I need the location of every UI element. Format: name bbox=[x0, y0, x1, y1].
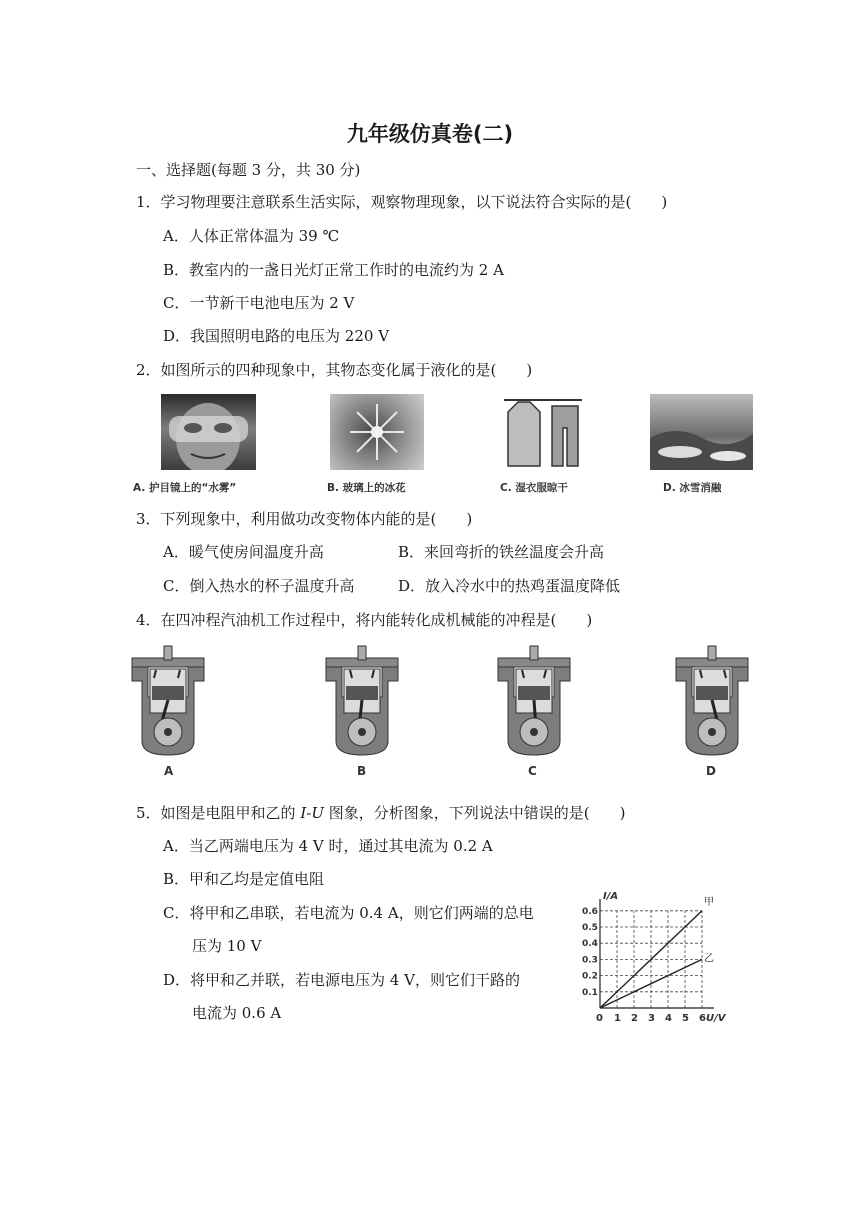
q1-stem: 1．学习物理要注意联系生活实际，观察物理现象，以下说法符合实际的是( ) bbox=[136, 193, 668, 211]
q1-option-b: B．教室内的一盏日光灯正常工作时的电流约为 2 A bbox=[163, 261, 504, 279]
q2-photo-clothes bbox=[500, 394, 585, 470]
x-tick-label: 3 bbox=[648, 1013, 655, 1024]
x-tick-label: 6 bbox=[699, 1013, 706, 1024]
q3-option-a: A．暖气使房间温度升高 bbox=[163, 543, 324, 561]
q1-option-d: D．我国照明电路的电压为 220 V bbox=[163, 327, 390, 345]
q5-stem-pre: 5．如图是电阻甲和乙的 bbox=[136, 804, 301, 822]
q2-stem: 2．如图所示的四种现象中，其物态变化属于液化的是( ) bbox=[136, 361, 533, 379]
goggles-face-image bbox=[161, 394, 256, 470]
x-tick-label: 2 bbox=[631, 1013, 638, 1024]
y-axis-label: I/A bbox=[603, 890, 619, 902]
q5-option-a: A．当乙两端电压为 4 V 时，通过其电流为 0.2 A bbox=[163, 837, 493, 855]
y-tick-label: 0.2 bbox=[582, 971, 598, 982]
q5-stem bbox=[136, 802, 625, 823]
engine-c-diagram bbox=[494, 644, 574, 758]
q5-option-c-line1: C．将甲和乙串联，若电流为 0.4 A，则它们两端的总电 bbox=[163, 904, 534, 922]
series-label-1: 甲 bbox=[704, 896, 714, 908]
q5-stem-post: 图象，分析图象，下列说法中错误的是( ) bbox=[323, 804, 626, 822]
x-axis-label: U/V bbox=[706, 1013, 726, 1024]
section-heading: 一、选择题(每题 3 分，共 30 分) bbox=[136, 161, 361, 179]
q4-label-b: B bbox=[357, 764, 367, 778]
x-tick-label: 0 bbox=[596, 1013, 603, 1024]
engine-d-diagram bbox=[672, 644, 752, 758]
y-tick-label: 0.3 bbox=[582, 955, 598, 966]
q3-option-c: C．倒入热水的杯子温度升高 bbox=[163, 577, 355, 595]
q5-option-d-line2: 电流为 0.6 A bbox=[192, 1004, 282, 1022]
q2-photo-goggles bbox=[161, 394, 256, 470]
q4-label-c: C bbox=[528, 764, 537, 778]
engine-a-diagram bbox=[128, 644, 208, 758]
q1-option-a: A．人体正常体温为 39 ℃ bbox=[163, 227, 340, 245]
frost-flower-image bbox=[330, 394, 424, 470]
engine-b-diagram bbox=[322, 644, 402, 758]
x-tick-label: 5 bbox=[682, 1013, 689, 1024]
y-tick-label: 0.5 bbox=[582, 923, 598, 933]
melting-snow-image bbox=[650, 394, 753, 470]
q5-stem-iu: I-U bbox=[300, 804, 324, 822]
series-label-2: 乙 bbox=[704, 953, 714, 965]
q2-caption-b: B. 玻璃上的冰花 bbox=[327, 482, 406, 494]
q4-stem: 4．在四冲程汽油机工作过程中，将内能转化成机械能的冲程是( ) bbox=[136, 611, 593, 629]
q2-caption-c: C. 湿衣服晾干 bbox=[500, 482, 568, 494]
q2-photo-melting bbox=[650, 394, 753, 470]
q4-label-d: D bbox=[706, 764, 716, 778]
drying-clothes-image bbox=[500, 394, 585, 470]
x-tick-label: 4 bbox=[665, 1013, 672, 1024]
page-title: 九年级仿真卷(二) bbox=[346, 122, 514, 146]
y-tick-label: 0.1 bbox=[582, 987, 598, 998]
x-tick-label: 1 bbox=[614, 1013, 621, 1024]
q2-photo-frost bbox=[330, 394, 424, 470]
q3-option-d: D．放入冷水中的热鸡蛋温度降低 bbox=[398, 577, 621, 595]
y-tick-label: 0.6 bbox=[582, 906, 598, 917]
q2-caption-d: D. 冰雪消融 bbox=[663, 482, 722, 494]
q1-option-c: C．一节新干电池电压为 2 V bbox=[163, 294, 355, 312]
iu-graph bbox=[580, 888, 740, 1028]
y-tick-label: 0.4 bbox=[582, 939, 598, 950]
q3-stem: 3．下列现象中，利用做功改变物体内能的是( ) bbox=[136, 510, 473, 528]
q3-option-b: B．来回弯折的铁丝温度会升高 bbox=[398, 543, 605, 561]
q5-option-d-line1: D．将甲和乙并联，若电源电压为 4 V，则它们干路的 bbox=[163, 971, 520, 989]
q2-caption-a: A. 护目镜上的“水雾” bbox=[133, 482, 237, 494]
q5-option-b: B．甲和乙均是定值电阻 bbox=[163, 870, 325, 888]
q5-option-c-line2: 压为 10 V bbox=[192, 937, 262, 955]
q4-label-a: A bbox=[164, 764, 174, 778]
